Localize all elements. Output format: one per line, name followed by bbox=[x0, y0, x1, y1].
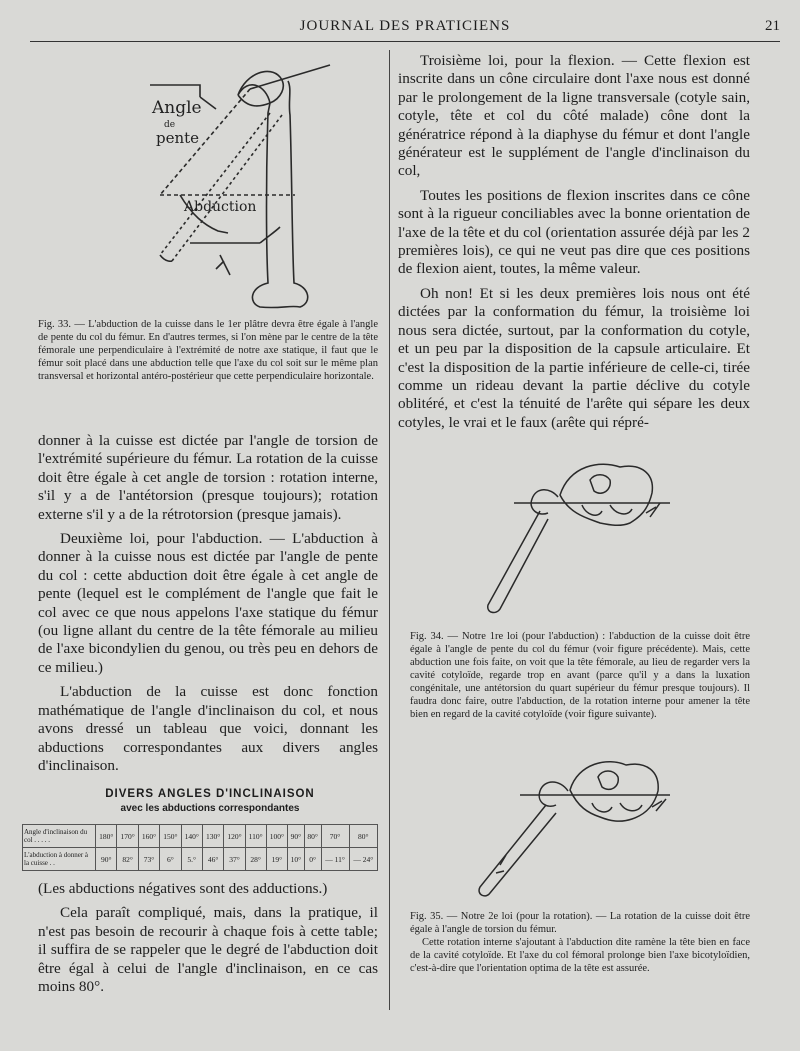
left-column-text-top bbox=[38, 432, 378, 775]
table-cell: 5.° bbox=[181, 848, 202, 871]
figure-34 bbox=[470, 455, 690, 625]
table-row-inclinaison bbox=[23, 825, 378, 848]
figure-35 bbox=[460, 755, 690, 905]
table-cell: 180° bbox=[96, 825, 117, 848]
left-paragraph-5: Cela paraît compliqué, mais, dans la pratique, il n'est pas besoin de recourir à chaque fois à cette table; il suffira de se rappeler que le degré de l'abduction doit être égal à celui de l'angle d'inclinaison, en ce cas moins 80°. bbox=[38, 904, 378, 996]
table-cell: 100° bbox=[266, 825, 287, 848]
column-divider bbox=[389, 50, 390, 1010]
table-cell: 10° bbox=[288, 848, 305, 871]
left-paragraph-4: (Les abductions négatives sont des adductions.) bbox=[38, 880, 328, 897]
table-cell: 110° bbox=[245, 825, 266, 848]
figure-33-caption: Fig. 33. — L'abduction de la cuisse dans le 1er plâtre devra être égale à l'angle de pente du col du fémur. En d'autres termes, si l'on mène par le centre de la tête fémorale une perpendiculaire à l'extrémité de notre axe statique, il faut que le fémur soit placé dans une abduction telle que l'axe du col soit sur le même plan transversal et horizontal antéro-postérieur que cette perpendiculaire horizontale. bbox=[38, 319, 378, 382]
table-cell: 80° bbox=[304, 825, 321, 848]
right-column-text bbox=[398, 52, 750, 432]
table-cell: 0° bbox=[304, 848, 321, 871]
table-cell: 140° bbox=[181, 825, 202, 848]
table-cell: 90° bbox=[288, 825, 305, 848]
label-abduction: Abduction bbox=[184, 199, 257, 215]
table-cell: 70° bbox=[321, 825, 349, 848]
right-paragraph-1: Troisième loi, pour la flexion. — Cette flexion est inscrite dans un cône circulaire dont l'axe nous est donné par le prolongement de la ligne transversale (cotyle sain, cotyle, tête et col du côté malade) cône dont la génératrice répond à la diaphyse du fémur et dont l'angle générateur est le supplément de l'angle d'inclinaison du col, bbox=[398, 52, 750, 180]
table-cell: — 24° bbox=[349, 848, 377, 871]
row-label-abduction: L'abduction à donner à la cuisse . . bbox=[23, 848, 96, 871]
table-cell: — 11° bbox=[321, 848, 349, 871]
left-paragraph-2: Deuxième loi, pour l'abduction. — L'abduction à donner à la cuisse nous est dictée par l'angle de pente du col : cette abduction doit être égale à cet angle de pente (lequel est le complément de l'angle que fait le col avec ce que nous appelons l'axe statique du fémur (ou ligne allant du centre de la tête fémorale au milieu de l'axe bicondylien du genou, ou très peu en dehors de ce milieu.) bbox=[38, 530, 378, 676]
table-cell: 160° bbox=[138, 825, 159, 848]
pelvis-abduction-diagram bbox=[470, 455, 690, 625]
table-subtitle: avec les abductions correspondantes bbox=[120, 803, 300, 814]
table-cell: 120° bbox=[224, 825, 245, 848]
table-title: DIVERS ANGLES D'INCLINAISON bbox=[105, 788, 315, 800]
table-cell: 28° bbox=[245, 848, 266, 871]
table-cell: 37° bbox=[224, 848, 245, 871]
label-de: de bbox=[164, 120, 176, 130]
figure-33 bbox=[120, 55, 380, 315]
table-cell: 90° bbox=[96, 848, 117, 871]
pelvis-rotation-diagram bbox=[460, 755, 690, 905]
header-rule bbox=[30, 41, 780, 42]
table-cell: 19° bbox=[266, 848, 287, 871]
left-column-text-bottom bbox=[38, 880, 378, 996]
femur-angle-diagram bbox=[120, 55, 380, 315]
angles-table bbox=[22, 824, 378, 871]
figure-35-caption bbox=[410, 910, 750, 975]
label-angle: Angle bbox=[152, 98, 202, 118]
journal-title: JOURNAL DES PRATICIENS bbox=[299, 18, 511, 34]
table-cell: 170° bbox=[117, 825, 138, 848]
left-paragraph-1: donner à la cuisse est dictée par l'angle de torsion de l'extrémité supérieure du fémur. La rotation de la cuisse doit être égale à cet angle de torsion : rotation interne, s'il y a de l'antétorsion (presque toujours); rotation externe s'il y a de la rétrotorsion (presque jamais). bbox=[38, 432, 378, 523]
table-cell: 150° bbox=[160, 825, 181, 848]
figure-35-caption-title: Fig. 35. — Notre 2e loi (pour la rotation). — La rotation de la cuisse doit être égale à l'angle de torsion du fémur. bbox=[410, 911, 750, 935]
page-header bbox=[30, 18, 780, 40]
table-cell: 130° bbox=[202, 825, 223, 848]
left-paragraph-3: L'abduction de la cuisse est donc fonction mathématique de l'angle d'inclinaison du col, et nous avons dressé un tableau que voici, donnant les abductions correspondantes aux divers angles d'inclinaison. bbox=[38, 683, 378, 774]
table-row-abduction bbox=[23, 848, 378, 871]
row-label-inclinaison: Angle d'inclinaison du col . . . . . bbox=[23, 825, 96, 848]
table-cell: 6° bbox=[160, 848, 181, 871]
figure-34-caption: Fig. 34. — Notre 1re loi (pour l'abduction) : l'abduction de la cuisse doit être égale à l'angle de pente du col du fémur (voir figure précédente). Mais, cette abduction une fois faite, on voit que la tête fémorale, au lieu de regarder vers la cavité cotyloïde, regarde trop en avant (parce qu'il y a dans la luxation congénitale, une antétorsion du quart supérieur du fémur presque toujours). Il faudra donc faire, outre l'abduction, de la rotation interne pour amener la tête bien en regard de la cavité cotyloïde (voir figure suivante). bbox=[410, 631, 750, 720]
label-pente: pente bbox=[156, 129, 200, 147]
table-cell: 82° bbox=[117, 848, 138, 871]
right-paragraph-2: Toutes les positions de flexion inscrites dans ce cône sont à la rigueur conciliables avec la bonne orientation de l'axe de la tête et du col (orientation assurée déjà par les 2 premières lois), ce qui ne veut pas dire que ces positions de flexion aient, toutes, la même valeur. bbox=[398, 186, 750, 278]
figure-35-caption-body: Cette rotation interne s'ajoutant à l'abduction dite ramène la tête bien en face de la cavité cotyloïde. Et l'axe du col fémoral prolonge bien l'axe bicotyloïdien, c'est-à-dire que l'orientation optima de la tête est assurée. bbox=[410, 937, 750, 974]
table-cell: 80° bbox=[349, 825, 377, 848]
table-cell: 73° bbox=[138, 848, 159, 871]
page-number: 21 bbox=[765, 18, 780, 34]
right-paragraph-3: Oh non! Et si les deux premières lois nous ont été dictées par la conformation du fémur, la troisième loi nous sera dictée, surtout, par la conformation du cotyle, et un peu par la disposition de la capsule articulaire. Et c'est la disposition de la partie inférieure de celle-ci, tirée comme un rideau devant la partie déclive du cotyle oblitéré, et c'est la ténuité de l'arête qui sépare les deux cotyles, le vrai et le faux (arête qui répré- bbox=[398, 284, 750, 431]
table-cell: 46° bbox=[202, 848, 223, 871]
